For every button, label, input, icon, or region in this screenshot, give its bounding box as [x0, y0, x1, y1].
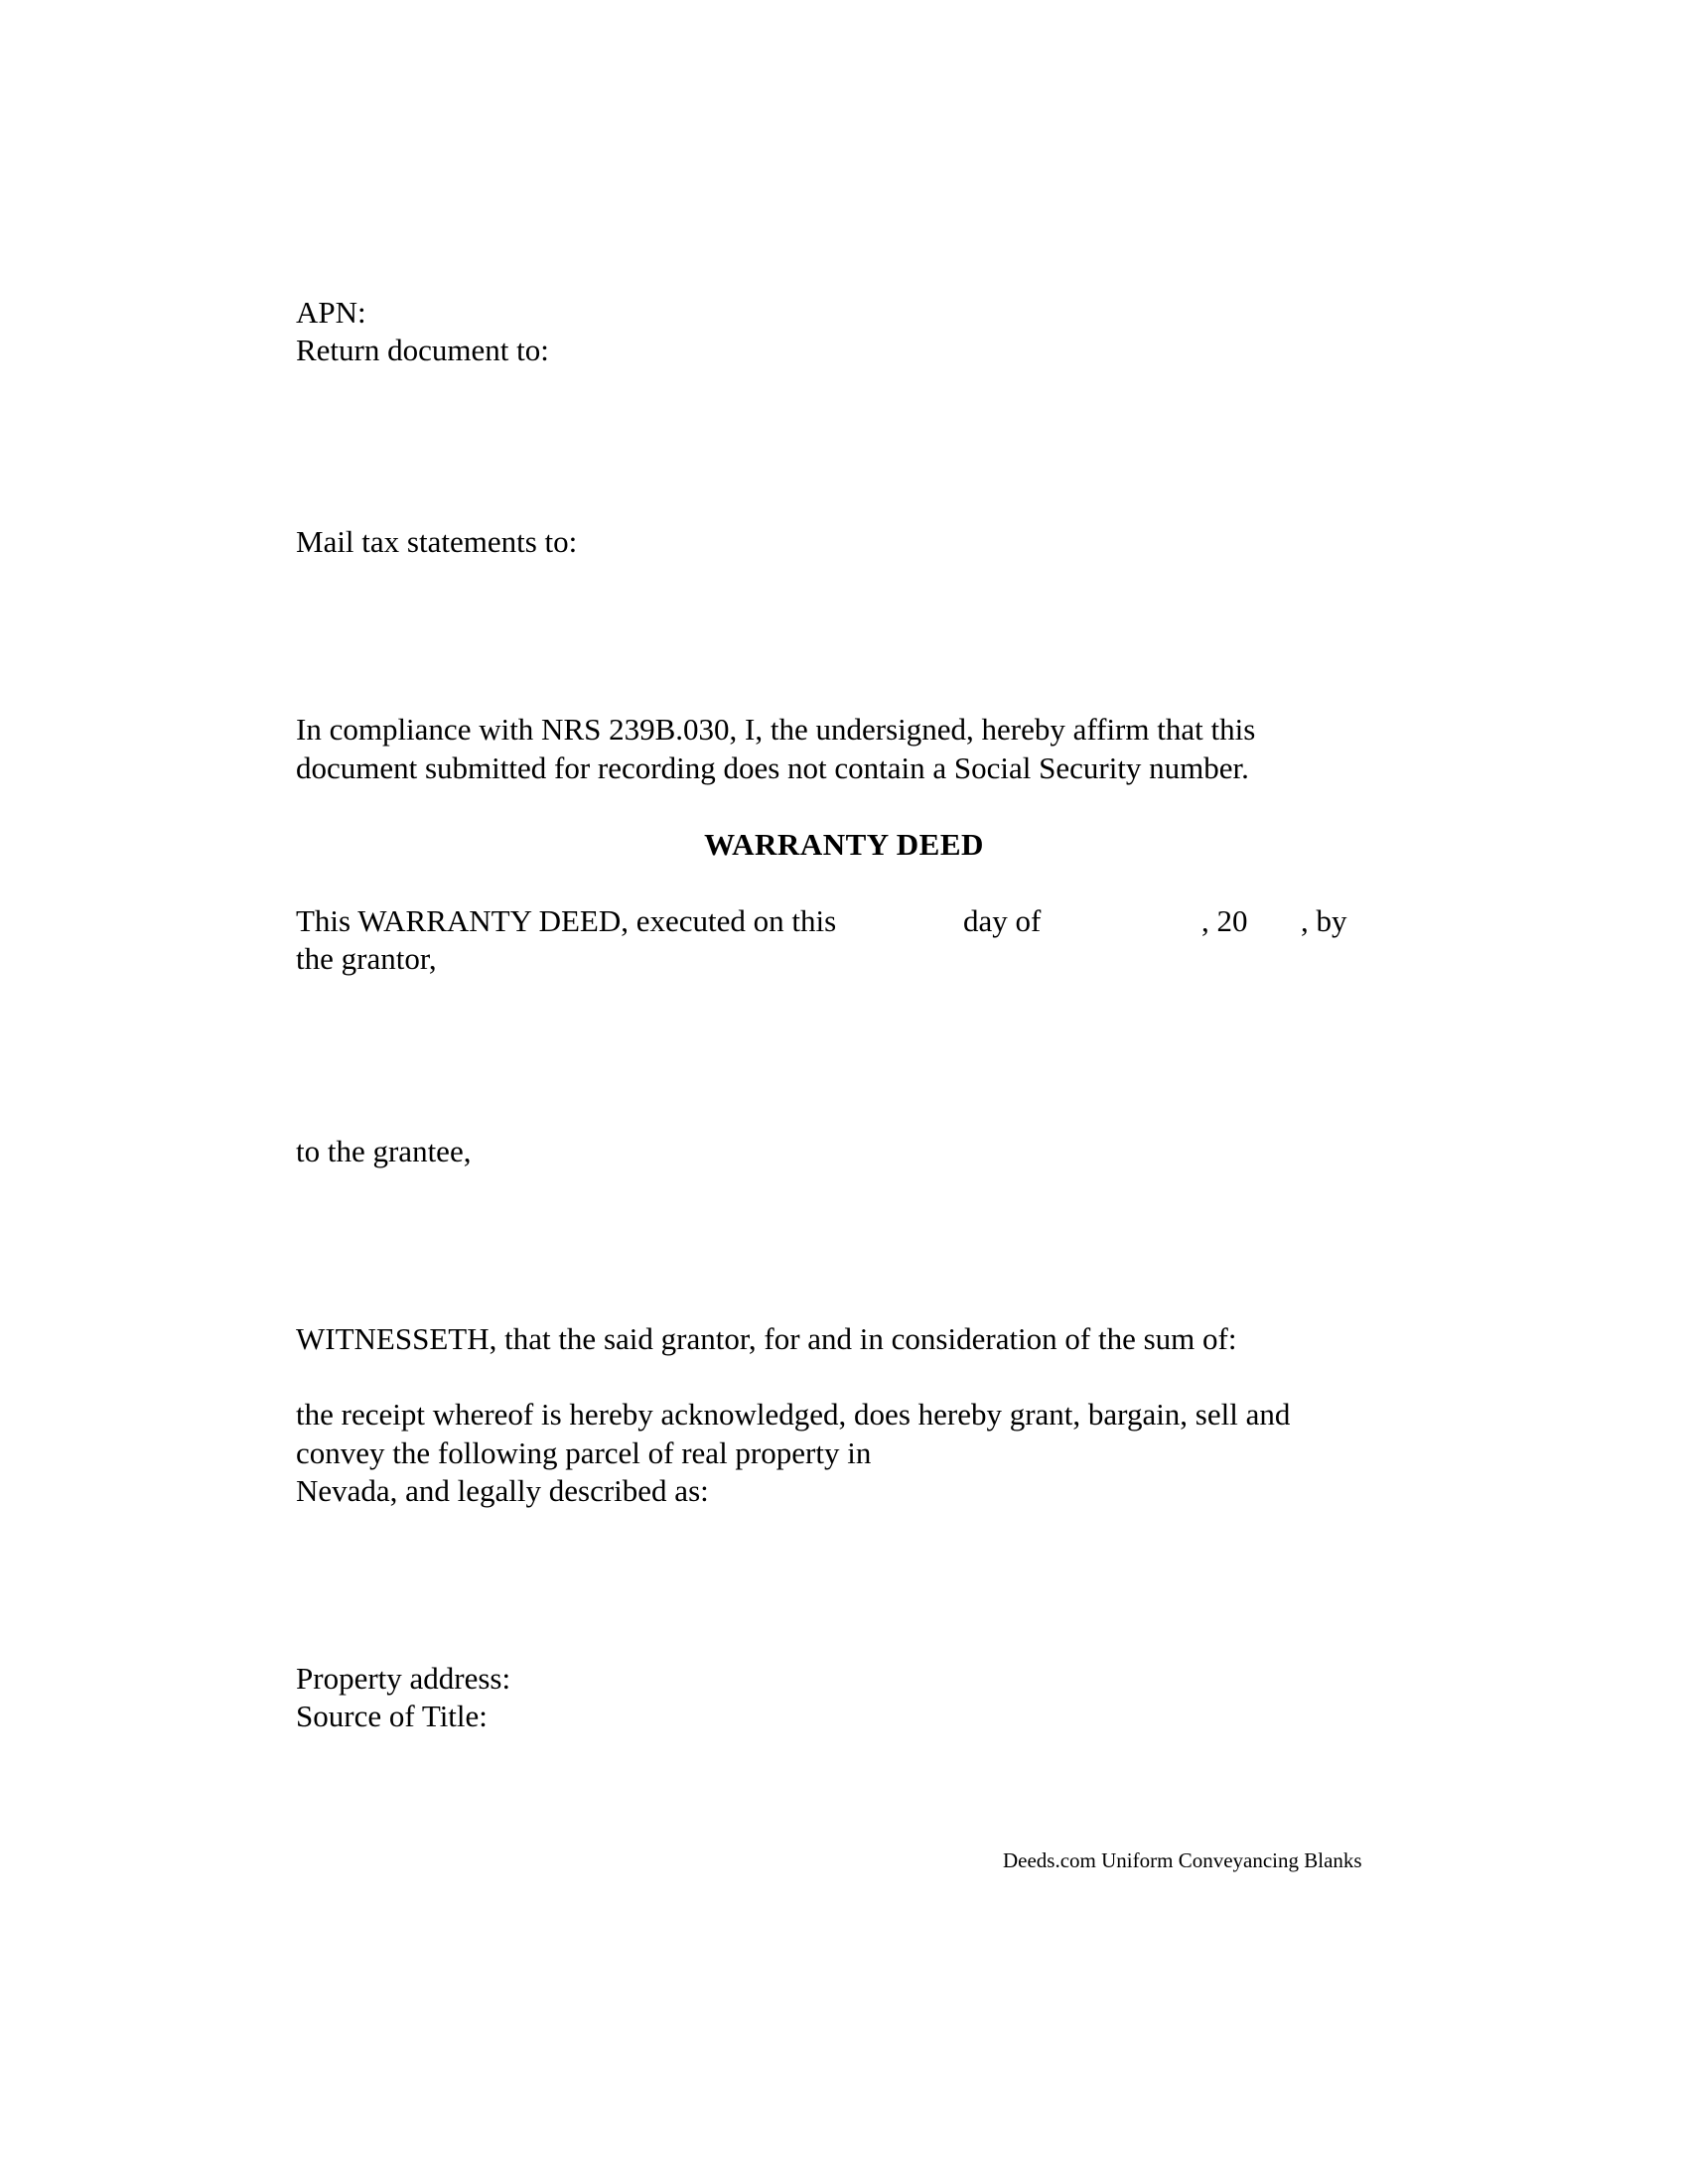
- apn-label: APN:: [296, 295, 366, 330]
- affirmation-line-1: In compliance with NRS 239B.030, I, the undersigned, hereby affirm that this: [296, 712, 1256, 747]
- year-prefix-text: , 20: [1201, 903, 1248, 938]
- footer-text: Deeds.com Uniform Conveyancing Blanks: [1003, 1848, 1362, 1872]
- grantee-label: to the grantee,: [296, 1134, 472, 1168]
- property-address-label: Property address:: [296, 1661, 511, 1696]
- day-of-text: day of: [963, 903, 1042, 938]
- witnesseth-line: WITNESSETH, that the said grantor, for and in consideration of the sum of:: [296, 1321, 1237, 1356]
- by-text: , by: [1301, 903, 1347, 938]
- return-document-label: Return document to:: [296, 333, 549, 367]
- document-title: WARRANTY DEED: [704, 827, 984, 862]
- affirmation-line-2: document submitted for recording does not contain a Social Security number.: [296, 751, 1249, 785]
- execution-text: This WARRANTY DEED, executed on this: [296, 903, 837, 938]
- grantor-label: the grantor,: [296, 941, 437, 976]
- receipt-line-1: the receipt whereof is hereby acknowledged, does hereby grant, bargain, sell and: [296, 1397, 1291, 1432]
- receipt-line-3: Nevada, and legally described as:: [296, 1473, 709, 1508]
- receipt-line-2: convey the following parcel of real property in: [296, 1435, 872, 1470]
- source-of-title-label: Source of Title:: [296, 1699, 488, 1733]
- mail-tax-statements-label: Mail tax statements to:: [296, 524, 578, 559]
